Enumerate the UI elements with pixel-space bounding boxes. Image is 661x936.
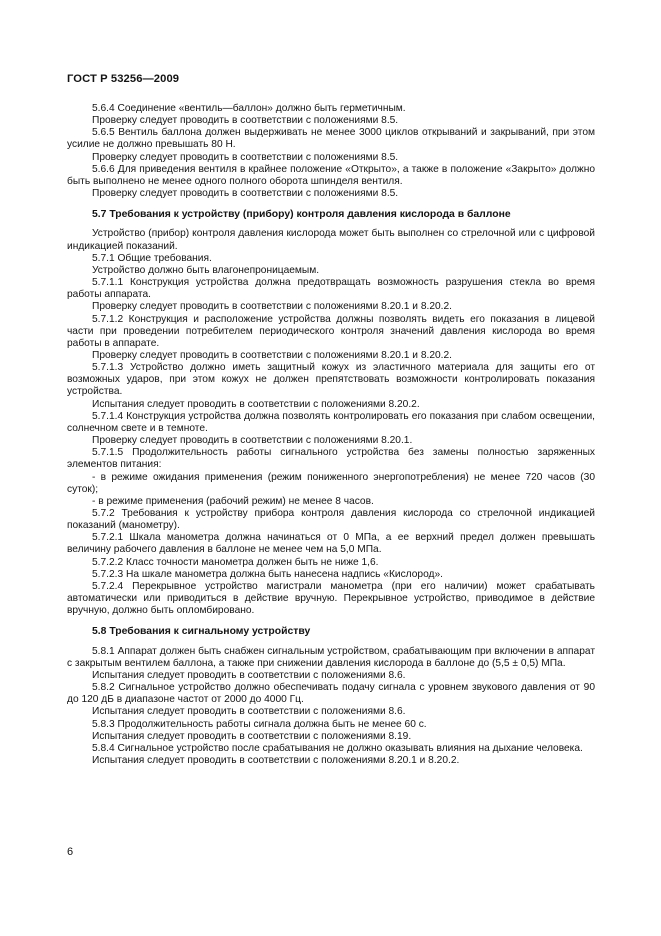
paragraph: 5.7.1.5 Продолжительность работы сигнального устройства без замены полностью заряженных элементов питания: [67,447,595,471]
paragraph: 5.7.1.1 Конструкция устройства должна предотвращать возможность разрушения стекла во время работы аппарата. [67,277,595,301]
section-heading: 5.7 Требования к устройству (прибору) контроля давления кислорода в баллоне [92,209,511,221]
document-body [67,103,595,767]
paragraph: Испытания следует проводить в соответствии с положениями 8.6. [92,706,406,718]
section-heading: 5.8 Требования к сигнальному устройству [92,626,311,638]
paragraph: 5.7.2.2 Класс точности манометра должен быть не ниже 1,6. [92,556,379,568]
paragraph: 5.7.2.4 Перекрывное устройство магистрали манометра (при его наличии) может срабатывать автоматически или приводиться в действие вручную. Перекрывное устройство, приводимое в действие вручную, должно быть опломбировано. [67,580,595,617]
paragraph: 5.7.1 Общие требования. [92,252,212,264]
paragraph: 5.6.5 Вентиль баллона должен выдерживать не менее 3000 циклов открываний и закрываний, при этом усилие не должно превышать 80 Н. [67,127,595,151]
paragraph: Проверку следует проводить в соответствии с положениями 8.20.1 и 8.20.2. [92,301,452,313]
paragraph: 5.8.2 Сигнальное устройство должно обеспечивать подачу сигнала с уровнем звукового давления от 90 до 120 дБ в диапазоне частот от 2000 до 4000 Гц. [67,682,595,706]
paragraph: Испытания следует проводить в соответствии с положениями 8.6. [92,669,406,681]
paragraph: 5.7.2.3 На шкале манометра должна быть нанесена надпись «Кислород». [92,568,443,580]
document-header: ГОСТ Р 53256—2009 [67,73,180,85]
paragraph: 5.7.1.4 Конструкция устройства должна позволять контролировать его показания при слабом освещении, солнечном свете и в темноте. [67,410,595,434]
paragraph: 5.7.2 Требования к устройству прибора контроля давления кислорода со стрелочной индикацией показаний (манометру). [67,508,595,532]
paragraph: 5.8.3 Продолжительность работы сигнала должна быть не менее 60 с. [92,718,427,730]
paragraph: Проверку следует проводить в соответствии с положениями 8.20.1 и 8.20.2. [92,349,452,361]
paragraph: Испытания следует проводить в соответствии с положениями 8.19. [92,730,412,742]
paragraph: 5.6.6 Для приведения вентиля в крайнее положение «Открыто», а также в положение «Закрыто» должно быть выполнено не менее одного полного оборота шпинделя вентиля. [67,163,595,187]
paragraph: - в режиме применения (рабочий режим) не менее 8 часов. [92,495,374,507]
paragraph: Устройство (прибор) контроля давления кислорода может быть выполнен со стрелочной или с цифровой индикацией показаний. [67,228,595,252]
paragraph: 5.7.1.2 Конструкция и расположение устройства должны позволять видеть его показания в лицевой части при проведении потребителем периодического контроля значений давления кислорода во время работы в аппарате. [67,313,595,349]
paragraph: Проверку следует проводить в соответствии с положениями 8.5. [92,188,399,200]
paragraph: Испытания следует проводить в соответствии с положениями 8.20.2. [92,398,420,410]
paragraph: 5.8.4 Сигнальное устройство после срабатывания не должно оказывать влияния на дыхание человека. [92,742,583,754]
paragraph: 5.8.1 Аппарат должен быть снабжен сигнальным устройством, срабатывающим при включении в аппарат с закрытым вентилем баллона, а также при снижении давления кислорода в баллоне до (5,5 ± 0,5) МПа. [67,645,595,669]
page-number: 6 [67,846,74,858]
paragraph: Испытания следует проводить в соответствии с положениями 8.20.1 и 8.20.2. [92,754,460,766]
paragraph: 5.7.1.3 Устройство должно иметь защитный кожух из эластичного материала для защиты его от возможных ударов, при этом кожух не должен препятствовать возможности контролировать показания устройства. [67,362,595,398]
paragraph: Проверку следует проводить в соответствии с положениями 8.20.1. [92,435,413,447]
paragraph: 5.7.2.1 Шкала манометра должна начинаться от 0 МПа, а ее верхний предел должен превышать величину рабочего давления в баллоне не менее чем на 5,0 МПа. [67,532,595,556]
paragraph: Устройство должно быть влагонепроницаемым. [92,264,320,276]
paragraph: 5.6.4 Соединение «вентиль—баллон» должно быть герметичным. [92,103,406,114]
paragraph: Проверку следует проводить в соответствии с положениями 8.5. [92,115,399,127]
paragraph: - в режиме ожидания применения (режим пониженного энергопотребления) не менее 720 часов (30 суток); [67,471,595,495]
paragraph: Проверку следует проводить в соответствии с положениями 8.5. [92,151,399,163]
